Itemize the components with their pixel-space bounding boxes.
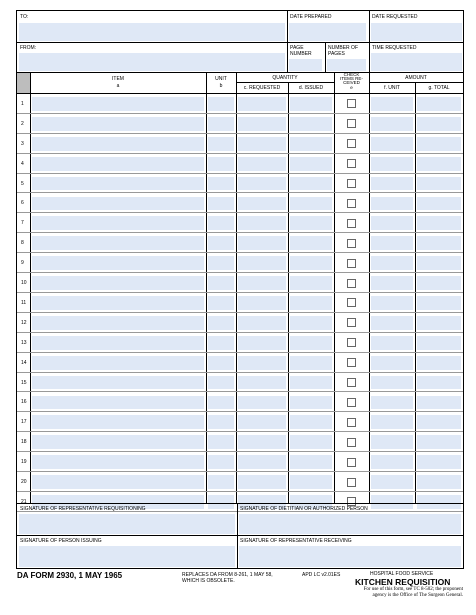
- sig-rep-requisitioning-label: SIGNATURE OF REPRESENTATIVE REQUISITIONING: [20, 506, 146, 512]
- unit-price-cell[interactable]: [371, 216, 413, 230]
- page-number-label-1: PAGE: [290, 45, 304, 51]
- item-cell[interactable]: [32, 435, 204, 449]
- issued-cell[interactable]: [290, 97, 332, 111]
- date-requested-label: DATE REQUESTED: [372, 14, 418, 20]
- row-number: 1: [21, 100, 24, 107]
- unit-cell[interactable]: [208, 197, 234, 211]
- item-cell[interactable]: [32, 117, 204, 131]
- item-cell[interactable]: [32, 197, 204, 211]
- total-cell[interactable]: [417, 157, 461, 171]
- service-name: HOSPITAL FOOD SERVICE: [370, 571, 434, 577]
- requested-cell[interactable]: [238, 197, 286, 211]
- replaces-note-2: WHICH IS OBSOLETE.: [182, 578, 235, 584]
- issued-cell[interactable]: [290, 197, 332, 211]
- page-number-label-2: NUMBER: [290, 51, 312, 57]
- issued-cell[interactable]: [290, 216, 332, 230]
- check-header-2: ITEMS RE-: [340, 76, 363, 81]
- unit-cell[interactable]: [208, 157, 234, 171]
- amount-sub-divider: [369, 82, 463, 83]
- unit-price-cell[interactable]: [371, 137, 413, 151]
- amount-header: AMOUNT: [405, 75, 427, 81]
- received-checkbox[interactable]: [347, 259, 356, 268]
- table-row: [17, 412, 463, 432]
- requested-cell[interactable]: [238, 396, 286, 410]
- form-id: DA FORM 2930, 1 MAY 1965: [17, 571, 123, 580]
- unit-cell[interactable]: [208, 396, 234, 410]
- issued-cell[interactable]: [290, 157, 332, 171]
- table-row: [17, 233, 463, 253]
- unit-cell[interactable]: [208, 376, 234, 390]
- total-cell[interactable]: [417, 197, 461, 211]
- received-checkbox[interactable]: [347, 179, 356, 188]
- table-row: [17, 373, 463, 393]
- g-total-header: g. TOTAL: [428, 85, 450, 91]
- quantity-sub-divider: [236, 82, 334, 83]
- date-prepared-label: DATE PREPARED: [290, 14, 332, 20]
- item-cell[interactable]: [32, 97, 204, 111]
- sig-rep-receiving-field[interactable]: [239, 546, 461, 567]
- unit-cell[interactable]: [208, 296, 234, 310]
- received-checkbox[interactable]: [347, 99, 356, 108]
- received-checkbox[interactable]: [347, 119, 356, 128]
- item-cell[interactable]: [32, 316, 204, 330]
- received-checkbox[interactable]: [347, 219, 356, 228]
- table-top-border: [17, 72, 463, 73]
- issued-cell[interactable]: [290, 415, 332, 429]
- issued-cell[interactable]: [290, 236, 332, 250]
- unit-cell[interactable]: [208, 415, 234, 429]
- header-vline-3: [325, 42, 326, 72]
- unit-price-cell[interactable]: [371, 177, 413, 191]
- item-cell[interactable]: [32, 177, 204, 191]
- requested-header: c. REQUESTED: [243, 85, 281, 91]
- table-row: [17, 472, 463, 492]
- total-cell[interactable]: [417, 336, 461, 350]
- issued-header: d. ISSUED: [298, 85, 324, 91]
- item-sub-header: a: [116, 83, 120, 89]
- form-title: KITCHEN REQUISITION: [355, 577, 451, 587]
- row-number: 14: [21, 359, 27, 366]
- row-number: 16: [21, 399, 27, 406]
- item-cell[interactable]: [32, 455, 204, 469]
- unit-cell[interactable]: [208, 475, 234, 489]
- item-cell[interactable]: [32, 216, 204, 230]
- unit-price-cell[interactable]: [371, 316, 413, 330]
- item-cell[interactable]: [32, 356, 204, 370]
- requested-cell[interactable]: [238, 336, 286, 350]
- issued-cell[interactable]: [290, 455, 332, 469]
- item-cell[interactable]: [32, 236, 204, 250]
- row-number: 7: [21, 220, 24, 227]
- page-number-field[interactable]: [289, 59, 322, 71]
- corner-shade: [17, 73, 30, 93]
- total-cell[interactable]: [417, 276, 461, 290]
- unit-price-cell[interactable]: [371, 455, 413, 469]
- table-row: [17, 452, 463, 472]
- row-number: 3: [21, 140, 24, 147]
- f-unit-header: f. UNIT: [384, 85, 400, 91]
- unit-sub-header: b: [219, 83, 223, 89]
- usage-note-2: agency is the Office of The Surgeon General.: [372, 593, 463, 598]
- table-row: [17, 432, 463, 452]
- unit-price-cell[interactable]: [371, 475, 413, 489]
- requested-cell[interactable]: [238, 415, 286, 429]
- total-cell[interactable]: [417, 256, 461, 270]
- received-checkbox[interactable]: [347, 398, 356, 407]
- total-cell[interactable]: [417, 475, 461, 489]
- row-number: 2: [21, 120, 24, 127]
- unit-cell[interactable]: [208, 356, 234, 370]
- item-cell[interactable]: [32, 137, 204, 151]
- issued-cell[interactable]: [290, 137, 332, 151]
- unit-cell[interactable]: [208, 177, 234, 191]
- issued-cell[interactable]: [290, 177, 332, 191]
- sig-rep-receiving-label: SIGNATURE OF REPRESENTATIVE RECEIVING: [240, 538, 352, 544]
- requested-cell[interactable]: [238, 236, 286, 250]
- sig-dietitian-label: SIGNATURE OF DIETITIAN OR AUTHORIZED PERSON: [240, 506, 368, 512]
- table-bottom-border: [17, 503, 463, 504]
- table-row: [17, 154, 463, 174]
- received-checkbox[interactable]: [347, 298, 356, 307]
- unit-cell[interactable]: [208, 455, 234, 469]
- unit-cell[interactable]: [208, 276, 234, 290]
- requested-cell[interactable]: [238, 435, 286, 449]
- unit-cell[interactable]: [208, 256, 234, 270]
- issued-cell[interactable]: [290, 316, 332, 330]
- requested-cell[interactable]: [238, 256, 286, 270]
- issued-cell[interactable]: [290, 336, 332, 350]
- item-cell[interactable]: [32, 336, 204, 350]
- sig-person-issuing-field[interactable]: [19, 546, 235, 567]
- unit-price-cell[interactable]: [371, 336, 413, 350]
- unit-cell[interactable]: [208, 216, 234, 230]
- total-cell[interactable]: [417, 216, 461, 230]
- received-checkbox[interactable]: [347, 139, 356, 148]
- issued-cell[interactable]: [290, 376, 332, 390]
- total-cell[interactable]: [417, 296, 461, 310]
- unit-cell[interactable]: [208, 435, 234, 449]
- requested-cell[interactable]: [238, 356, 286, 370]
- row-number: 10: [21, 280, 27, 287]
- total-cell[interactable]: [417, 455, 461, 469]
- row-number: 5: [21, 180, 24, 187]
- number-of-pages-label-2: PAGES: [328, 51, 345, 57]
- received-checkbox[interactable]: [347, 418, 356, 427]
- requested-cell[interactable]: [238, 276, 286, 290]
- time-requested-field[interactable]: [371, 53, 462, 71]
- requested-cell[interactable]: [238, 137, 286, 151]
- received-checkbox[interactable]: [347, 358, 356, 367]
- item-cell[interactable]: [32, 396, 204, 410]
- total-cell[interactable]: [417, 495, 461, 509]
- total-cell[interactable]: [417, 435, 461, 449]
- unit-price-cell[interactable]: [371, 296, 413, 310]
- requested-cell[interactable]: [238, 296, 286, 310]
- issued-cell[interactable]: [290, 276, 332, 290]
- item-cell[interactable]: [32, 376, 204, 390]
- issued-cell[interactable]: [290, 435, 332, 449]
- requested-cell[interactable]: [238, 177, 286, 191]
- total-cell[interactable]: [417, 316, 461, 330]
- row-number: 15: [21, 379, 27, 386]
- total-cell[interactable]: [417, 356, 461, 370]
- unit-cell[interactable]: [208, 495, 234, 509]
- apd-version: APD LC v2.01ES: [302, 572, 341, 578]
- unit-price-cell[interactable]: [371, 276, 413, 290]
- unit-price-cell[interactable]: [371, 117, 413, 131]
- issued-cell[interactable]: [290, 296, 332, 310]
- unit-cell[interactable]: [208, 316, 234, 330]
- number-of-pages-label-1: NUMBER OF: [328, 45, 358, 51]
- requested-cell[interactable]: [238, 216, 286, 230]
- total-cell[interactable]: [417, 376, 461, 390]
- unit-price-cell[interactable]: [371, 197, 413, 211]
- requested-cell[interactable]: [238, 475, 286, 489]
- row-number: 11: [21, 299, 27, 306]
- requested-cell[interactable]: [238, 117, 286, 131]
- issued-cell[interactable]: [290, 256, 332, 270]
- sig-vline: [237, 503, 238, 568]
- received-checkbox[interactable]: [347, 458, 356, 467]
- usage-note-1: For use of this form, see TC 8-502; the proponent: [363, 587, 463, 592]
- from-label: FROM:: [20, 45, 37, 51]
- to-field[interactable]: [19, 23, 285, 41]
- table-row: [17, 353, 463, 373]
- requested-cell[interactable]: [238, 97, 286, 111]
- unit-cell[interactable]: [208, 97, 234, 111]
- from-field[interactable]: [19, 53, 285, 71]
- table-row: [17, 213, 463, 233]
- table-row: [17, 174, 463, 194]
- received-checkbox[interactable]: [347, 279, 356, 288]
- requested-cell[interactable]: [238, 376, 286, 390]
- row-number: 17: [21, 419, 27, 426]
- row-number: 4: [21, 160, 24, 167]
- received-checkbox[interactable]: [347, 378, 356, 387]
- received-checkbox[interactable]: [347, 199, 356, 208]
- table-row: [17, 333, 463, 353]
- total-cell[interactable]: [417, 117, 461, 131]
- table-row: [17, 273, 463, 293]
- row-number: 13: [21, 339, 27, 346]
- total-cell[interactable]: [417, 236, 461, 250]
- table-row: [17, 134, 463, 154]
- item-cell[interactable]: [32, 475, 204, 489]
- table-row: [17, 313, 463, 333]
- unit-price-cell[interactable]: [371, 236, 413, 250]
- to-label: TO:: [20, 14, 29, 20]
- requested-cell[interactable]: [238, 455, 286, 469]
- check-header-4: e: [350, 85, 353, 90]
- row-number: 8: [21, 240, 24, 247]
- received-checkbox[interactable]: [347, 318, 356, 327]
- item-cell[interactable]: [32, 256, 204, 270]
- unit-price-cell[interactable]: [371, 356, 413, 370]
- item-cell[interactable]: [32, 157, 204, 171]
- requested-cell[interactable]: [238, 157, 286, 171]
- received-checkbox[interactable]: [347, 239, 356, 248]
- unit-cell[interactable]: [208, 236, 234, 250]
- requested-cell[interactable]: [238, 316, 286, 330]
- total-cell[interactable]: [417, 396, 461, 410]
- sig-person-issuing-label: SIGNATURE OF PERSON ISSUING: [20, 538, 102, 544]
- row-number: 6: [21, 200, 24, 207]
- unit-price-cell[interactable]: [371, 435, 413, 449]
- row-number: 9: [21, 260, 24, 267]
- received-checkbox[interactable]: [347, 338, 356, 347]
- table-row: [17, 293, 463, 313]
- unit-price-cell[interactable]: [371, 415, 413, 429]
- check-header-3: CEIVED: [343, 80, 360, 85]
- time-requested-label: TIME REQUESTED: [372, 45, 417, 51]
- header-vline-2: [369, 11, 370, 72]
- row-number: 20: [21, 479, 27, 486]
- row-number: 12: [21, 319, 27, 326]
- header-divider: [17, 42, 463, 43]
- unit-price-cell[interactable]: [371, 396, 413, 410]
- row-number: 18: [21, 439, 27, 446]
- unit-cell[interactable]: [208, 117, 234, 131]
- unit-price-cell[interactable]: [371, 256, 413, 270]
- header-vline-1: [287, 11, 288, 72]
- issued-cell[interactable]: [290, 356, 332, 370]
- total-cell[interactable]: [417, 137, 461, 151]
- issued-cell[interactable]: [290, 117, 332, 131]
- received-checkbox[interactable]: [347, 438, 356, 447]
- sig-dietitian-field[interactable]: [239, 514, 461, 534]
- received-checkbox[interactable]: [347, 478, 356, 487]
- item-cell[interactable]: [32, 415, 204, 429]
- item-header: ITEM: [112, 76, 124, 82]
- unit-price-cell[interactable]: [371, 376, 413, 390]
- total-cell[interactable]: [417, 177, 461, 191]
- unit-price-cell[interactable]: [371, 495, 413, 509]
- total-cell[interactable]: [417, 97, 461, 111]
- number-of-pages-field[interactable]: [327, 59, 366, 71]
- unit-cell[interactable]: [208, 137, 234, 151]
- table-row: [17, 114, 463, 134]
- item-cell[interactable]: [32, 276, 204, 290]
- replaces-note-1: REPLACES DA FROM 8-261, 1 MAY 58,: [182, 572, 273, 578]
- kitchen-requisition-form: [16, 10, 464, 569]
- sig-divider: [17, 535, 463, 536]
- date-prepared-field[interactable]: [289, 23, 366, 41]
- unit-price-cell[interactable]: [371, 97, 413, 111]
- received-checkbox[interactable]: [347, 159, 356, 168]
- issued-cell[interactable]: [290, 396, 332, 410]
- unit-header: UNIT: [215, 76, 227, 82]
- row-number: 19: [21, 459, 27, 466]
- unit-price-cell[interactable]: [371, 157, 413, 171]
- table-row: [17, 194, 463, 214]
- issued-cell[interactable]: [290, 475, 332, 489]
- unit-cell[interactable]: [208, 336, 234, 350]
- item-cell[interactable]: [32, 296, 204, 310]
- total-cell[interactable]: [417, 415, 461, 429]
- date-requested-field[interactable]: [371, 23, 462, 41]
- quantity-header: QUANTITY: [272, 75, 298, 81]
- table-row: [17, 94, 463, 114]
- row-number: 21: [21, 498, 27, 505]
- sig-rep-requisitioning-field[interactable]: [19, 514, 235, 534]
- table-row: [17, 253, 463, 273]
- check-header-1: CHECK: [343, 72, 360, 77]
- table-row: [17, 393, 463, 413]
